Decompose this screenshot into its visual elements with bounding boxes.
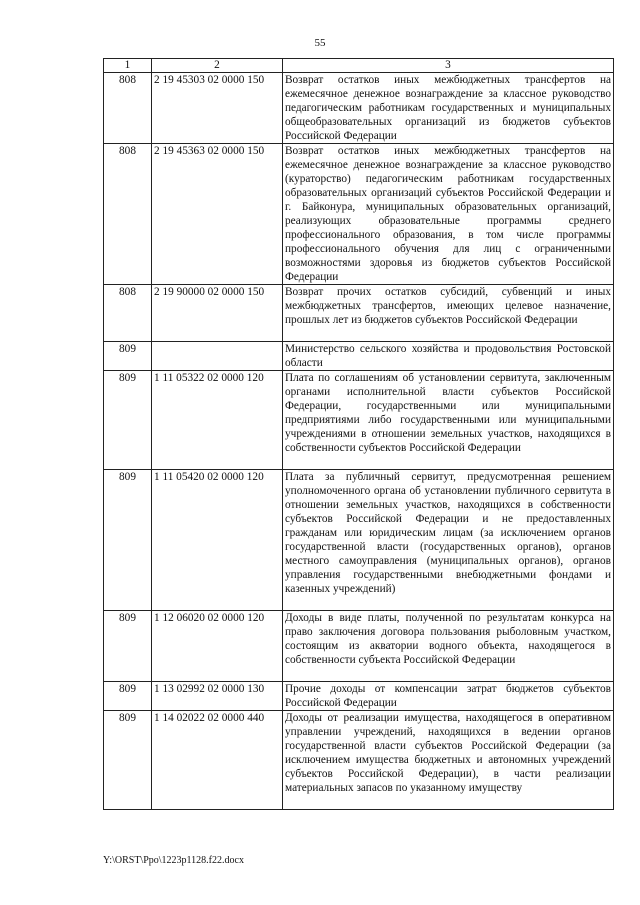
- kbk-code-cell: 1 14 02022 02 0000 440: [152, 711, 283, 810]
- file-path-footer: Y:\ORST\Ppo\1223p1128.f22.docx: [103, 855, 244, 866]
- income-name-cell: Доходы от реализации имущества, находящегося в оперативном управлении учреждений, находящихся в ведении органов государственной власти субъектов Российской Федерации (за исключением имущества бюджетных и автономных учреждений субъектов Российской Федерации), в части реализации материальных запасов по указанному имуществу: [283, 711, 614, 810]
- kbk-code-cell: 1 12 06020 02 0000 120: [152, 611, 283, 682]
- table-row: [104, 73, 614, 144]
- income-name-cell: Прочие доходы от компенсации затрат бюджетов субъектов Российской Федерации: [283, 682, 614, 711]
- kbk-code-cell: [152, 342, 283, 371]
- table-row: [104, 144, 614, 285]
- kbk-code-cell: 1 11 05322 02 0000 120: [152, 371, 283, 470]
- budget-classification-table: [103, 58, 614, 810]
- table-header-row: [104, 59, 614, 73]
- income-name-cell: Возврат остатков иных межбюджетных трансфертов на ежемесячное денежное вознаграждение за классное руководство педагогическим работникам государственных и муниципальных общеобразовательных организаций из бюджетов субъектов Российской Федерации: [283, 73, 614, 144]
- kbk-code-cell: 2 19 45303 02 0000 150: [152, 73, 283, 144]
- admin-code-cell: 809: [104, 470, 152, 611]
- admin-code-cell: 809: [104, 611, 152, 682]
- table-row: [104, 285, 614, 342]
- table-row: [104, 611, 614, 682]
- column-header-3: 3: [283, 59, 614, 73]
- admin-code-cell: 809: [104, 342, 152, 371]
- income-name-cell: Плата за публичный сервитут, предусмотренная решением уполномоченного органа об установлении публичного сервитута в отношении земельных участков, находящихся в собственности субъектов Российской Федерации и не предоставленных гражданам или юридическим лицам (за исключением органов государственной власти (государственных органов), органов местного самоуправления (муниципальных органов), органов управления государственными внебюджетными фондами и казенных учреждений): [283, 470, 614, 611]
- income-name-cell: Возврат прочих остатков субсидий, субвенций и иных межбюджетных трансфертов, имеющих целевое назначение, прошлых лет из бюджетов субъектов Российской Федерации: [283, 285, 614, 342]
- admin-code-cell: 809: [104, 371, 152, 470]
- kbk-code-cell: 2 19 45363 02 0000 150: [152, 144, 283, 285]
- admin-code-cell: 808: [104, 73, 152, 144]
- admin-code-cell: 809: [104, 711, 152, 810]
- income-name-cell: Доходы в виде платы, полученной по результатам конкурса на право заключения договора пользования рыболовным участком, состоящим из акватории водного объекта, находящегося в собственности субъекта Российской Федерации: [283, 611, 614, 682]
- column-header-2: 2: [152, 59, 283, 73]
- table-row: [104, 711, 614, 810]
- page-number: 55: [314, 37, 326, 49]
- table-row: [104, 371, 614, 470]
- income-name-cell: Плата по соглашениям об установлении сервитута, заключенным органами исполнительной власти субъектов Российской Федерации, государственными или муниципальными предприятиями либо государственными или муниципальными учреждениями в отношении земельных участков, находящихся в собственности субъектов Российской Федерации: [283, 371, 614, 470]
- admin-code-cell: 808: [104, 144, 152, 285]
- column-header-1: 1: [104, 59, 152, 73]
- admin-code-cell: 809: [104, 682, 152, 711]
- table-row: [104, 342, 614, 371]
- table-row: [104, 682, 614, 711]
- income-name-cell: Возврат остатков иных межбюджетных трансфертов на ежемесячное денежное вознаграждение за классное руководство (кураторство) педагогическим работникам государственных образовательных организаций субъектов Российской Федерации и г. Байконура, муниципальных образовательных организаций, реализующих образовательные программы среднего профессионального образования, в том числе программы профессионального обучения для лиц с ограниченными возможностями здоровья из бюджетов субъектов Российской Федерации: [283, 144, 614, 285]
- ministry-name-cell: Министерство сельского хозяйства и продовольствия Ростовской области: [283, 342, 614, 371]
- table-row: [104, 470, 614, 611]
- kbk-code-cell: 1 11 05420 02 0000 120: [152, 470, 283, 611]
- kbk-code-cell: 2 19 90000 02 0000 150: [152, 285, 283, 342]
- admin-code-cell: 808: [104, 285, 152, 342]
- kbk-code-cell: 1 13 02992 02 0000 130: [152, 682, 283, 711]
